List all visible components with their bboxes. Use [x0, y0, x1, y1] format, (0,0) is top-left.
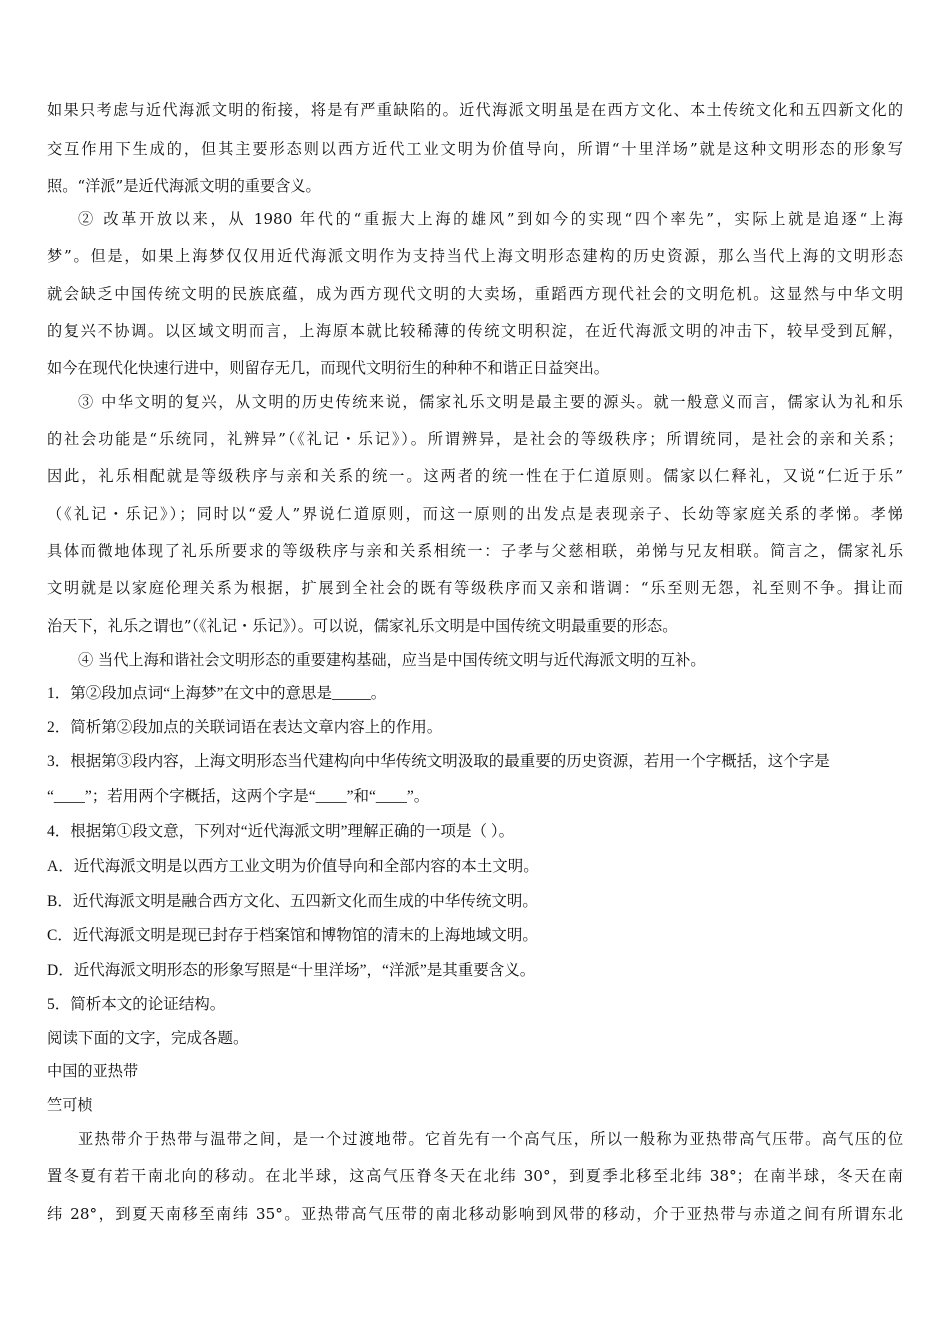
- passage1-line-9: ③ 中华文明的复兴，从文明的历史传统来说，儒家礼乐文明是最主要的源头。就一般意义而言，儒家认为礼和乐: [78, 393, 903, 411]
- q3-text-c: ”和“: [346, 788, 376, 805]
- passage1-line-6: 就会缺乏中国传统文明的民族底蕴，成为西方现代文明的大卖场，重蹈西方现代社会的文明危机。这显然与中华文明: [47, 285, 903, 303]
- passage1-line-13: 具体而微地体现了礼乐所要求的等级秩序与亲和关系相统一：子孝与父慈相联，弟悌与兄友相联。简言之，儒家礼乐: [47, 542, 903, 560]
- question-1: [47, 684, 386, 704]
- passage1-line-5: 梦”。但是，如果上海梦仅仅用近代海派文明作为支持当代上海文明形态建构的历史资源，那么当代上海的文明形态: [47, 247, 903, 265]
- question-3-line-1: 3．根据第③段内容，上海文明形态当代建构向中华传统文明汲取的最重要的历史资源，若用一个字概括，这个字是: [47, 753, 830, 770]
- passage1-line-11: 因此，礼乐相配就是等级秩序与亲和关系的统一。这两者的统一性在于仁道原则。儒家以仁释礼，又说“仁近于乐”: [47, 467, 903, 485]
- question-1-end: 。: [370, 685, 387, 702]
- q3-text-d: ”。: [406, 788, 430, 805]
- question-1-blank[interactable]: _____: [332, 685, 371, 702]
- passage1-line-14: 文明就是以家庭伦理关系为根据，扩展到全社会的既有等级秩序而又亲和谐调：“乐至则无怨，礼至则不争。揖让而: [47, 579, 903, 597]
- question-4: 4．根据第①段文意，下列对“近代海派文明”理解正确的一项是（ ）。: [47, 823, 515, 840]
- question-4-option-c[interactable]: C．近代海派文明是现已封存于档案馆和博物馆的清末的上海地域文明。: [47, 927, 538, 944]
- q3-blank-2[interactable]: ____: [315, 788, 347, 805]
- passage1-line-8: 如今在现代化快速行进中，则留存无几，而现代文明衍生的种种不和谐正日益突出。: [47, 359, 609, 377]
- passage1-line-4: ② 改革开放以来，从 1980 年代的“重振大上海的雄风”到如今的实现“四个率先”，实际上就是追逐“上海: [78, 210, 903, 228]
- passage2-title: 中国的亚热带: [47, 1062, 139, 1080]
- reading-instruction: 阅读下面的文字，完成各题。: [47, 1030, 249, 1047]
- q3-text-a: “: [47, 788, 54, 805]
- passage1-line-12: （《礼记・乐记》）；同时以“爱人”界说仁道原则，而这一原则的出发点是表现亲子、长幼等家庭关系的孝悌。孝悌: [47, 505, 903, 523]
- passage2-author: 竺可桢: [47, 1096, 93, 1114]
- passage2-line-2: 置冬夏有若干南北向的移动。在北半球，这高气压脊冬天在北纬 30°，到夏季北移至北纬 38°；在南半球，冬天在南: [47, 1167, 903, 1185]
- q3-blank-1[interactable]: ____: [53, 788, 85, 805]
- passage2-line-3: 纬 28°，到夏天南移至南纬 35°。亚热带高气压带的南北移动影响到风带的移动，介于亚热带与赤道之间有所谓东北: [47, 1205, 903, 1223]
- question-1-text: 1．第②段加点词“上海梦”在文中的意思是: [47, 685, 333, 702]
- passage1-line-7: 的复兴不协调。以区域文明而言，上海原本就比较稀薄的传统文明积淀，在近代海派文明的冲击下，较早受到瓦解，: [47, 322, 903, 340]
- passage1-line-16: ④ 当代上海和谐社会文明形态的重要建构基础，应当是中国传统文明与近代海派文明的互补。: [78, 651, 706, 669]
- question-4-option-d[interactable]: D．近代海派文明形态的形象写照是“十里洋场”，“洋派”是其重要含义。: [47, 962, 536, 979]
- passage1-line-1: 如果只考虑与近代海派文明的衔接，将是有严重缺陷的。近代海派文明虽是在西方文化、本土传统文化和五四新文化的: [47, 101, 903, 119]
- question-2: 2．简析第②段加点的关联词语在表达文章内容上的作用。: [47, 719, 443, 736]
- question-4-option-b[interactable]: B．近代海派文明是融合西方文化、五四新文化而生成的中华传统文明。: [47, 893, 538, 910]
- passage2-line-1: 亚热带介于热带与温带之间，是一个过渡地带。它首先有一个高气压，所以一般称为亚热带高气压带。高气压的位: [78, 1130, 903, 1148]
- passage1-line-2: 交互作用下生成的，但其主要形态则以西方近代工业文明为价值导向，所谓“十里洋场”就是这种文明形态的形象写: [47, 140, 903, 158]
- passage1-line-15: 治天下，礼乐之谓也”（《礼记・乐记》）。可以说，儒家礼乐文明是中国传统文明最重要的形态。: [47, 617, 678, 635]
- question-3-line-2: [47, 787, 429, 807]
- question-4-option-a[interactable]: A．近代海派文明是以西方工业文明为价值导向和全部内容的本土文明。: [47, 858, 539, 875]
- passage1-line-10: 的社会功能是“乐统同，礼辨异”（《礼记・乐记》）。所谓辨异，是社会的等级秩序；所谓统同，是社会的亲和关系；: [47, 430, 903, 448]
- passage1-line-3: 照。“洋派”是近代海派文明的重要含义。: [47, 177, 321, 195]
- q3-text-b: ”；若用两个字概括，这两个字是“: [84, 788, 316, 805]
- q3-blank-3[interactable]: ____: [375, 788, 407, 805]
- question-5: 5．简析本文的论证结构。: [47, 996, 226, 1013]
